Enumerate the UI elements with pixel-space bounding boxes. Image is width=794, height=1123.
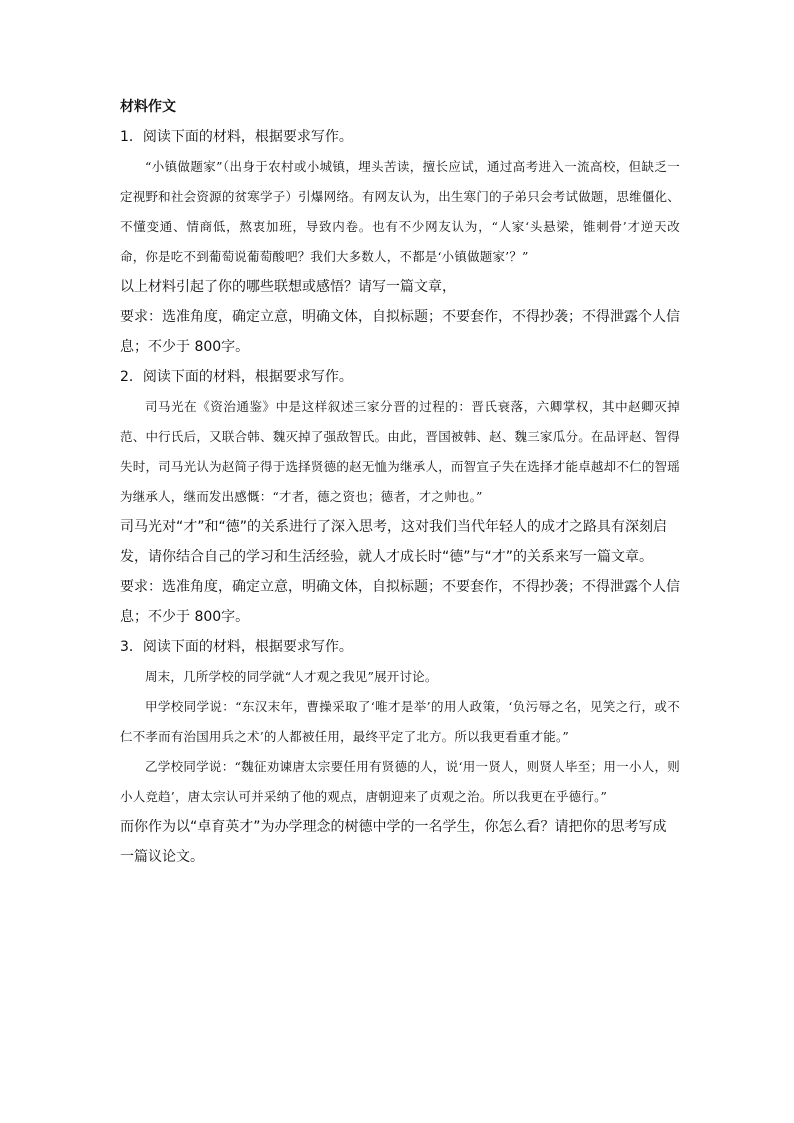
question-2 — [120, 362, 680, 632]
material-paragraph: 乙学校同学说：“魏征劝谏唐太宗要任用有贤德的人，说‘用一贤人，则贤人毕至；用一小人，则小人竞趋’，唐太宗认可并采纳了他的观点，唐朝迎来了贞观之治。所以我更在乎德行。” — [120, 759, 680, 804]
question-prompt: 而你作为以“卓育英才”为办学理念的树德中学的一名学生，你怎么看？请把你的思考写成一篇议论文。 — [120, 819, 667, 865]
question-requirement: 要求：选准角度，确定立意，明确文体，自拟标题；不要套作，不得抄袭；不得泄露个人信息；不少于 800字。 — [120, 309, 680, 355]
material-paragraph: “小镇做题家”（出身于农村或小城镇，埋头苦读，擅长应试，通过高考进入一流高校，但缺乏一定视野和社会资源的贫寒学子）引爆网络。有网友认为，出生寒门的子弟只会考试做题，思维僵化、不懂变通、情商低，熬衷加班，导致内卷。也有不少网友认为，“人家‘头悬梁，锥刺骨’才逆天改命，你是吃不到葡萄说葡萄酸吧？我们大多数人，不都是‘小镇做题家’？” — [120, 159, 680, 264]
document-content — [120, 92, 680, 872]
material-paragraph: 周末，几所学校的同学就“人才观之我见”展开讨论。 — [145, 669, 438, 684]
material-paragraph: 甲学校同学说：“东汉末年，曹操采取了‘唯才是举’的用人政策，‘负污辱之名，见笑之行，或不仁不孝而有治国用兵之术’的人都被任用，最终平定了北方。所以我更看重才能。” — [120, 699, 680, 744]
material-paragraph: 司马光在《资治通鉴》中是这样叙述三家分晋的过程的：晋氏衰落，六卿掌权，其中赵卿灭掉范、中行氏后，又联合韩、魏灭掉了强敌智氏。由此，晋国被韩、赵、魏三家瓜分。在品评赵、智得失时，司马光认为赵简子得于选择贤德的赵无恤为继承人，而智宣子失在选择才能卓越却不仁的智瑶为继承人，继而发出感慨：“才者，德之资也；德者，才之帅也。” — [120, 399, 680, 504]
question-prompt: 以上材料引起了你的哪些联想或感悟？请写一篇文章， — [120, 279, 456, 295]
section-title: 材料作文 — [120, 99, 176, 115]
question-heading: 1．阅读下面的材料，根据要求写作。 — [120, 129, 353, 145]
question-heading: 3．阅读下面的材料，根据要求写作。 — [120, 639, 353, 655]
question-1 — [120, 122, 680, 362]
question-prompt: 司马光对“才”和“德”的关系进行了深入思考，这对我们当代年轻人的成才之路具有深刻启发，请你结合自己的学习和生活经验，就人才成长时“德”与“才”的关系来写一篇文章。 — [120, 519, 668, 565]
question-heading: 2．阅读下面的材料，根据要求写作。 — [120, 369, 353, 385]
question-3 — [120, 632, 680, 872]
question-requirement: 要求：选准角度，确定立意，明确文体，自拟标题；不要套作，不得抄袭；不得泄露个人信息；不少于 800字。 — [120, 579, 680, 625]
